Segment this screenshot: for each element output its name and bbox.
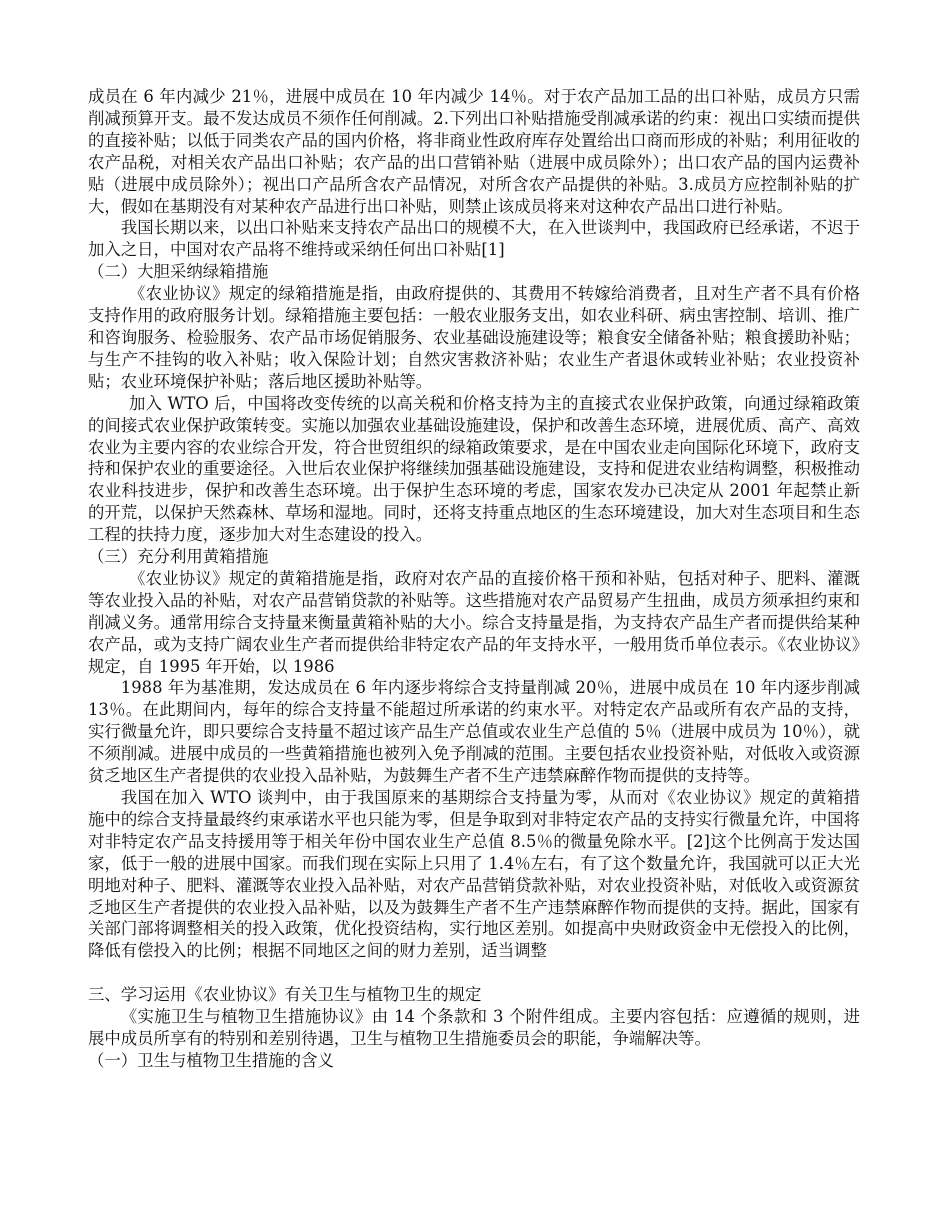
paragraph-china-de-minimis: 我国在加入 WTO 谈判中，由于我国原来的基期综合支持量为零，从而对《农业协议》规定的黄箱措施中的综合支持量最终约束承诺水平也只能为零，但是争取到对非特定农产品的支持实行微量允许，中国将对非特定农产品支持援用等于相关年份中国农业生产总值 8.5％的微量免除水平。[2]这个比例高于发达国家，低于一般的进展中国家。而我们现在实际上只用了 1.4％左右，有了这个数量允许，我国就可以正大光明地对种子、肥料、灌溉等农业投入品补贴，对农产品营销贷款补贴，对农业投资补贴，对低收入或资源贫乏地区生产者提供的农业投入品补贴，以及为鼓舞生产者不生产违禁麻醉作物而提供的支持。据此，国家有关部门部将调整相关的投入政策，优化投资结构，实行地区差别。如提高中央财政资金中无偿投入的比例，降低有偿投入的比例；根据不同地区之间的财力差别，适当调整: [88, 788, 860, 961]
paragraph-ams-reduction: 1988 年为基准期，发达成员在 6 年内逐步将综合支持量削减 20％，进展中成员在 10 年内逐步削减 13％。在此期间内，每年的综合支持量不能超过所承诺的约束水平。对特定农产品或所有农产品的支持，实行微量允许，即只要综合支持量不超过该产品生产总值或农业生产总值的 5％（进展中成员为 10％），就不须削减。进展中成员的一些黄箱措施也被列入免予削减的范围。主要包括农业投资补贴，对低收入或资源贫乏地区生产者提供的农业投入品补贴，为鼓舞生产者不生产违禁麻醉作物而提供的支持等。: [88, 678, 860, 786]
document-page: [88, 86, 860, 1072]
heading-yellow-box: （三）充分利用黄箱措施: [88, 547, 269, 567]
heading-section-three: 三、学习运用《农业协议》有关卫生与植物卫生的规定: [88, 985, 482, 1005]
paragraph-green-box-definition: 《农业协议》规定的绿箱措施是指，由政府提供的、其费用不转嫁给消费者，且对生产者不具有价格支持作用的政府服务计划。绿箱措施主要包括：一般农业服务支出，如农业科研、病虫害控制、培训、推广和咨询服务、检验服务、农产品市场促销服务、农业基础设施建设等；粮食安全储备补贴；粮食援助补贴；与生产不挂钩的收入补贴；收入保险计划；自然灾害救济补贴；农业生产者退休或转业补贴；农业投资补贴；农业环境保护补贴；落后地区援助补贴等。: [88, 284, 860, 391]
paragraph-yellow-box-definition: 《农业协议》规定的黄箱措施是指，政府对农产品的直接价格干预和补贴，包括对种子、肥料、灌溉等农业投入品的补贴，对农产品营销贷款的补贴等。这些措施对农产品贸易产生扭曲，成员方须承担约束和削减义务。通常用综合支持量来衡量黄箱补贴的大小。综合支持量是指，为支持农产品生产者而提供给某种农产品，或为支持广阔农业生产者而提供给非特定农产品的年支持水平，一般用货币单位表示。《农业协议》规定，自 1995 年开始，以 1986: [88, 568, 860, 676]
paragraph-china-export-subsidy: 我国长期以来，以出口补贴来支持农产品出口的规模不大，在入世谈判中，我国政府已经承诺，不迟于加入之日，中国对农产品将不维持或采纳任何出口补贴[1]: [88, 218, 860, 260]
paragraph-export-subsidy-reduction: 成员在 6 年内减少 21％，进展中成员在 10 年内减少 14％。对于农产品加工品的出口补贴，成员方只需削减预算开支。最不发达成员不须作任何削减。2.下列出口补贴措施受削减承诺的约束：视出口实绩而提供的直接补贴；以低于同类农产品的国内价格，将非商业性政府库存处置给出口商而形成的补贴；利用征收的农产品税，对相关农产品出口补贴；农产品的出口营销补贴（进展中成员除外）；出口农产品的国内运费补贴（进展中成员除外）；视出口产品所含农产品情况，对所含农产品提供的补贴。3.成员方应控制补贴的扩大，假如在基期没有对某种农产品进行出口补贴，则禁止该成员将来对这种农产品出口进行补贴。: [88, 87, 860, 216]
heading-green-box: （二）大胆采纳绿箱措施: [88, 262, 269, 282]
section-gap: [88, 962, 860, 984]
paragraph-wto-green-box-shift: 加入 WTO 后，中国将改变传统的以高关税和价格支持为主的直接式农业保护政策，向通过绿箱政策的间接式农业保护政策转变。实施以加强农业基础设施建设，保护和改善生态环境，进展优质、高产、高效农业为主要内容的农业综合开发，符合世贸组织的绿箱政策要求，是在中国农业走向国际化环境下，政府支持和保护农业的重要途径。入世后农业保护将继续加强基础设施建设，支持和促进农业结构调整，积极推动农业科技进步，保护和改善生态环境。出于保护生态环境的考虑，国家农发办已决定从 2001 年起禁止新的开荒，以保护天然森林、草场和湿地。同时，还将支持重点地区的生态环境建设，加大对生态项目和生态工程的扶持力度，逐步加大对生态建设的投入。: [88, 393, 860, 545]
paragraph-sps-agreement: 《实施卫生与植物卫生措施协议》由 14 个条款和 3 个附件组成。主要内容包括：应遵循的规则，进展中成员所享有的特别和差别待遇，卫生与植物卫生措施委员会的职能，争端解决等。: [88, 1007, 860, 1049]
heading-sps-meaning: （一）卫生与植物卫生措施的含义: [88, 1050, 334, 1070]
